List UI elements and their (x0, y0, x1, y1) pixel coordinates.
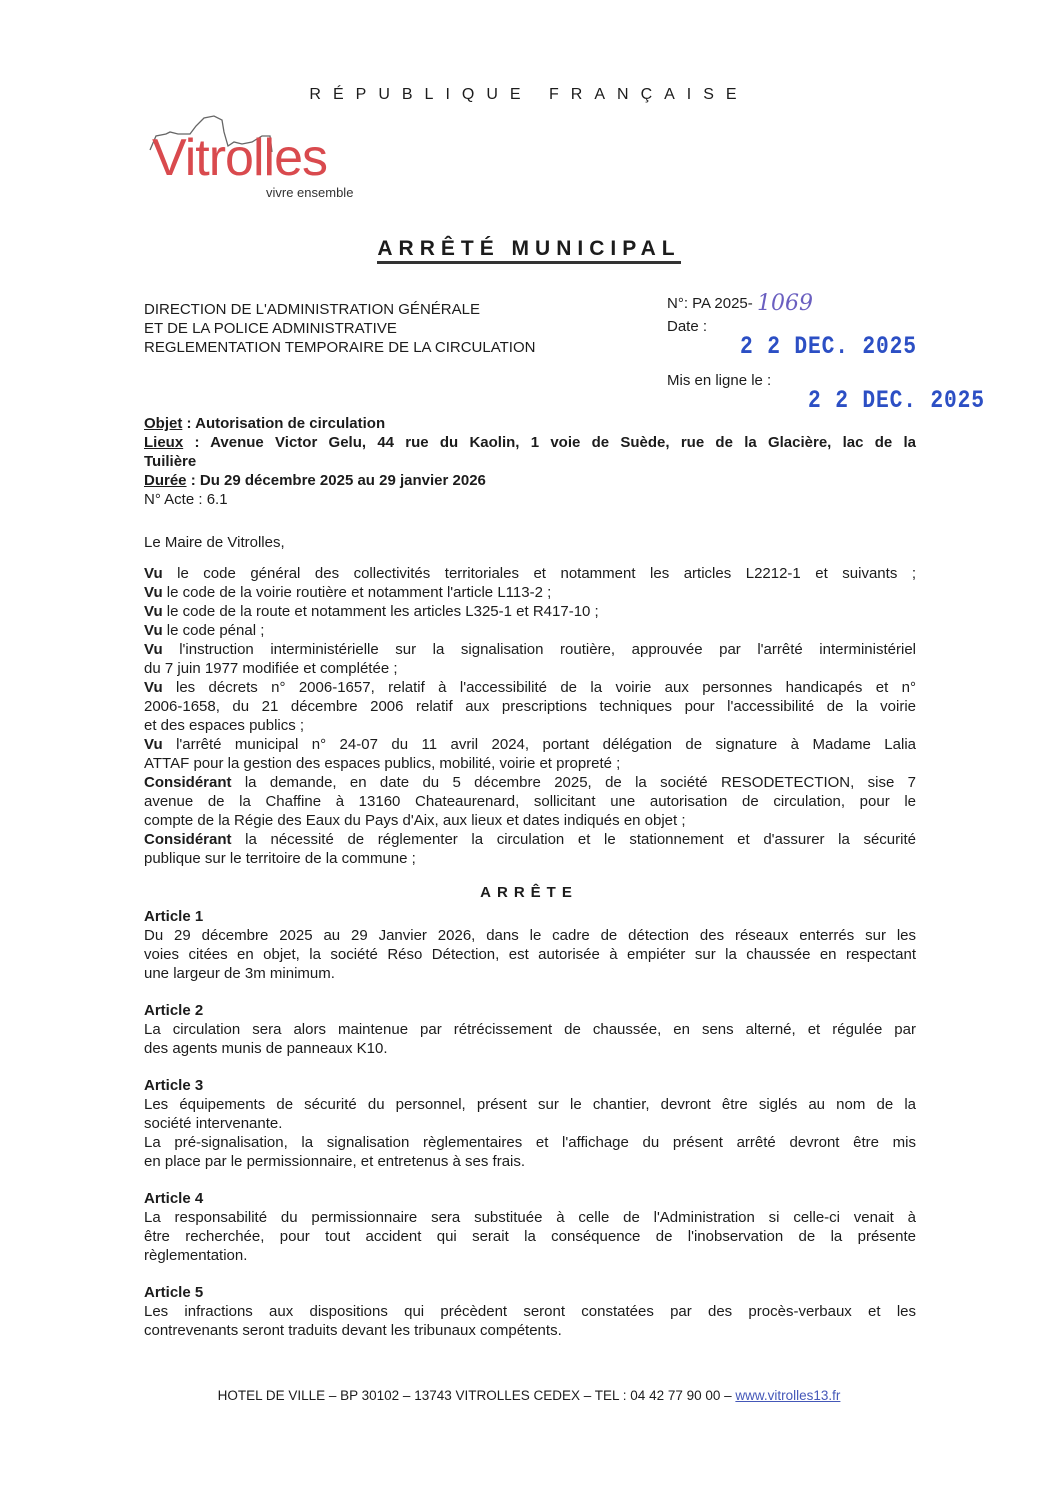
article-line: Les infractions aux dispositions qui précèdent seront constatées par des procès-verbaux et les (144, 1303, 916, 1320)
duree-value: : Du 29 décembre 2025 au 29 janvier 2026 (186, 472, 486, 489)
considerant-text: la nécessité de réglementer la circulation et le stationnement et d'assurer la sécurité (231, 831, 916, 848)
considerant-line (144, 583, 916, 602)
lieux-line (144, 433, 916, 452)
considerant-line (144, 564, 916, 583)
considerant-line (144, 640, 916, 659)
considerant-line (144, 792, 916, 811)
considerant-line (144, 754, 916, 773)
article-title: Article 1 (144, 908, 204, 925)
objet-value: : Autorisation de circulation (182, 415, 386, 432)
article-line: règlementation. (144, 1247, 248, 1264)
considerant-text: ATTAF pour la gestion des espaces publics, mobilité, voirie et propreté ; (144, 755, 621, 772)
republique-francaise-heading: RÉPUBLIQUE FRANÇAISE (309, 86, 749, 103)
footer (0, 1388, 1058, 1403)
considerant-line (144, 830, 916, 849)
direction-line: ET DE LA POLICE ADMINISTRATIVE (144, 320, 397, 337)
article-line: Les équipements de sécurité du personnel, présent sur le chantier, devront être siglés au nom de la (144, 1096, 916, 1113)
article-4 (144, 1189, 916, 1265)
date-label: Date : (667, 318, 708, 335)
considerant-lead: Considérant (144, 774, 232, 791)
considerant-lead: Vu (144, 622, 163, 639)
online-stamp: 2 2 DEC. 2025 (808, 386, 985, 415)
logo-tagline: vivre ensemble (266, 185, 354, 200)
arrete-heading: ARRÊTE (480, 884, 578, 901)
handwritten-number: 1069 (756, 291, 813, 316)
considerant-lead: Vu (144, 565, 163, 582)
considerant-text: du 7 juin 1977 modifiée et complétée ; (144, 660, 398, 677)
considerant-lead: Vu (144, 641, 163, 658)
considerant-lead: Vu (144, 736, 163, 753)
considerant-text: le code général des collectivités territoriales et notamment les articles L2212-1 et suivants ; (162, 565, 916, 582)
website-link[interactable]: www.vitrolles13.fr (735, 1388, 841, 1403)
direction-line: REGLEMENTATION TEMPORAIRE DE LA CIRCULATION (144, 339, 536, 356)
direction-line: DIRECTION DE L'ADMINISTRATION GÉNÉRALE (144, 301, 480, 318)
summary-block (144, 414, 916, 509)
article-line: en place par le permissionnaire, et entretenus à ses frais. (144, 1153, 526, 1170)
article-line: voies citées en objet, la société Réso Détection, est autorisée à empiéter sur la chaussée en respectant (144, 946, 916, 963)
direction-block (144, 300, 535, 357)
article-line: Du 29 décembre 2025 au 29 Janvier 2026, dans le cadre de détection des réseaux enterrés sur les (144, 927, 916, 944)
article-3 (144, 1076, 916, 1171)
considerant-text: 2006-1658, du 21 décembre 2006 relatif aux prescriptions techniques pour l'accessibilité de la voirie (144, 698, 916, 715)
considerant-line (144, 602, 916, 621)
logo-wordmark: Vitrolles (152, 129, 328, 187)
considerant-text: le code de la voirie routière et notamment l'article L113-2 ; (162, 584, 552, 601)
article-line: être recherchée, pour tout accident qui serait la conséquence de l'inobservation de la présente (144, 1228, 916, 1245)
considerant-lead: Vu (144, 603, 163, 620)
considerant-text: et des espaces publics ; (144, 717, 305, 734)
considerant-line (144, 697, 916, 716)
considerant-line (144, 621, 916, 640)
considerant-lead: Vu (144, 584, 163, 601)
considerant-text: la demande, en date du 5 décembre 2025, de la société RESODETECTION, sise 7 (231, 774, 916, 791)
considerant-line (144, 716, 916, 735)
article-line: La responsabilité du permissionnaire sera substituée à celle de l'Administration si celle-ci venait à (144, 1209, 916, 1226)
date-stamp: 2 2 DEC. 2025 (740, 332, 917, 361)
article-line: La pré-signalisation, la signalisation règlementaires et l'affichage du présent arrêté devront être mis (144, 1134, 916, 1151)
considerant-line (144, 773, 916, 792)
considerant-text: le code pénal ; (162, 622, 265, 639)
reference-number (667, 291, 813, 316)
article-5 (144, 1283, 916, 1340)
lieux-value: : Avenue Victor Gelu, 44 rue du Kaolin, 1 voie de Suède, rue de la Glacière, lac de la (183, 434, 916, 451)
article-title: Article 2 (144, 1002, 204, 1019)
article-title: Article 3 (144, 1077, 204, 1094)
considerant-text: avenue de la Chaffine à 13160 Chateaurenard, sollicitant une autorisation de circulation, pour le (144, 793, 916, 810)
lieux-value-2: Tuilière (144, 453, 197, 470)
article-1 (144, 907, 916, 983)
online-label: Mis en ligne le : (667, 372, 772, 389)
article-title: Article 4 (144, 1190, 204, 1207)
considerant-text: le code de la route et notamment les articles L325-1 et R417-10 ; (162, 603, 599, 620)
considerant-line (144, 678, 916, 697)
considerant-lead: Vu (144, 679, 163, 696)
duree-line (144, 471, 916, 490)
lieux-label: Lieux (144, 434, 184, 451)
considerant-lead: Considérant (144, 831, 232, 848)
considerant-line (144, 659, 916, 678)
considerant-text: l'arrêté municipal n° 24-07 du 11 avril 2024, portant délégation de signature à Madame Lalia (162, 736, 916, 753)
considerant-text: compte de la Régie des Eaux du Pays d'Aix, aux lieux et dates indiqués en objet ; (144, 812, 686, 829)
considerant-text: les décrets n° 2006-1657, relatif à l'accessibilité de la voirie aux personnes handicapés et n° (162, 679, 916, 696)
article-line: société intervenante. (144, 1115, 283, 1132)
article-line: une largeur de 3m minimum. (144, 965, 335, 982)
vitrolles-logo (148, 112, 388, 212)
reference-number-label: N°: PA 2025- (667, 295, 753, 312)
considerant-line (144, 849, 916, 868)
article-line: contrevenants seront traduits devant les tribunaux compétents. (144, 1322, 562, 1339)
articles-block (144, 907, 916, 1340)
considerant-line (144, 735, 916, 754)
footer-address: HOTEL DE VILLE – BP 30102 – 13743 VITROLLES CEDEX – TEL : 04 42 77 90 00 – (217, 1388, 736, 1403)
lieux-line-2 (144, 452, 916, 471)
considerant-text: publique sur le territoire de la commune ; (144, 850, 416, 867)
page-title-text: ARRÊTÉ MUNICIPAL (377, 237, 680, 264)
page-title (0, 237, 1058, 261)
considerant-line (144, 811, 916, 830)
article-line: La circulation sera alors maintenue par rétrécissement de chaussée, en sens alterné, et régulée par (144, 1021, 916, 1038)
acte-number: N° Acte : 6.1 (144, 491, 228, 508)
objet-line (144, 414, 916, 433)
considerant-text: l'instruction interministérielle sur la signalisation routière, approuvée par l'arrêté interministériel (162, 641, 916, 658)
duree-label: Durée (144, 472, 187, 489)
article-line: des agents munis de panneaux K10. (144, 1040, 388, 1057)
considerants-block (144, 564, 916, 868)
objet-label: Objet (144, 415, 183, 432)
article-title: Article 5 (144, 1284, 204, 1301)
article-2 (144, 1001, 916, 1058)
intro: Le Maire de Vitrolles, (144, 534, 285, 551)
